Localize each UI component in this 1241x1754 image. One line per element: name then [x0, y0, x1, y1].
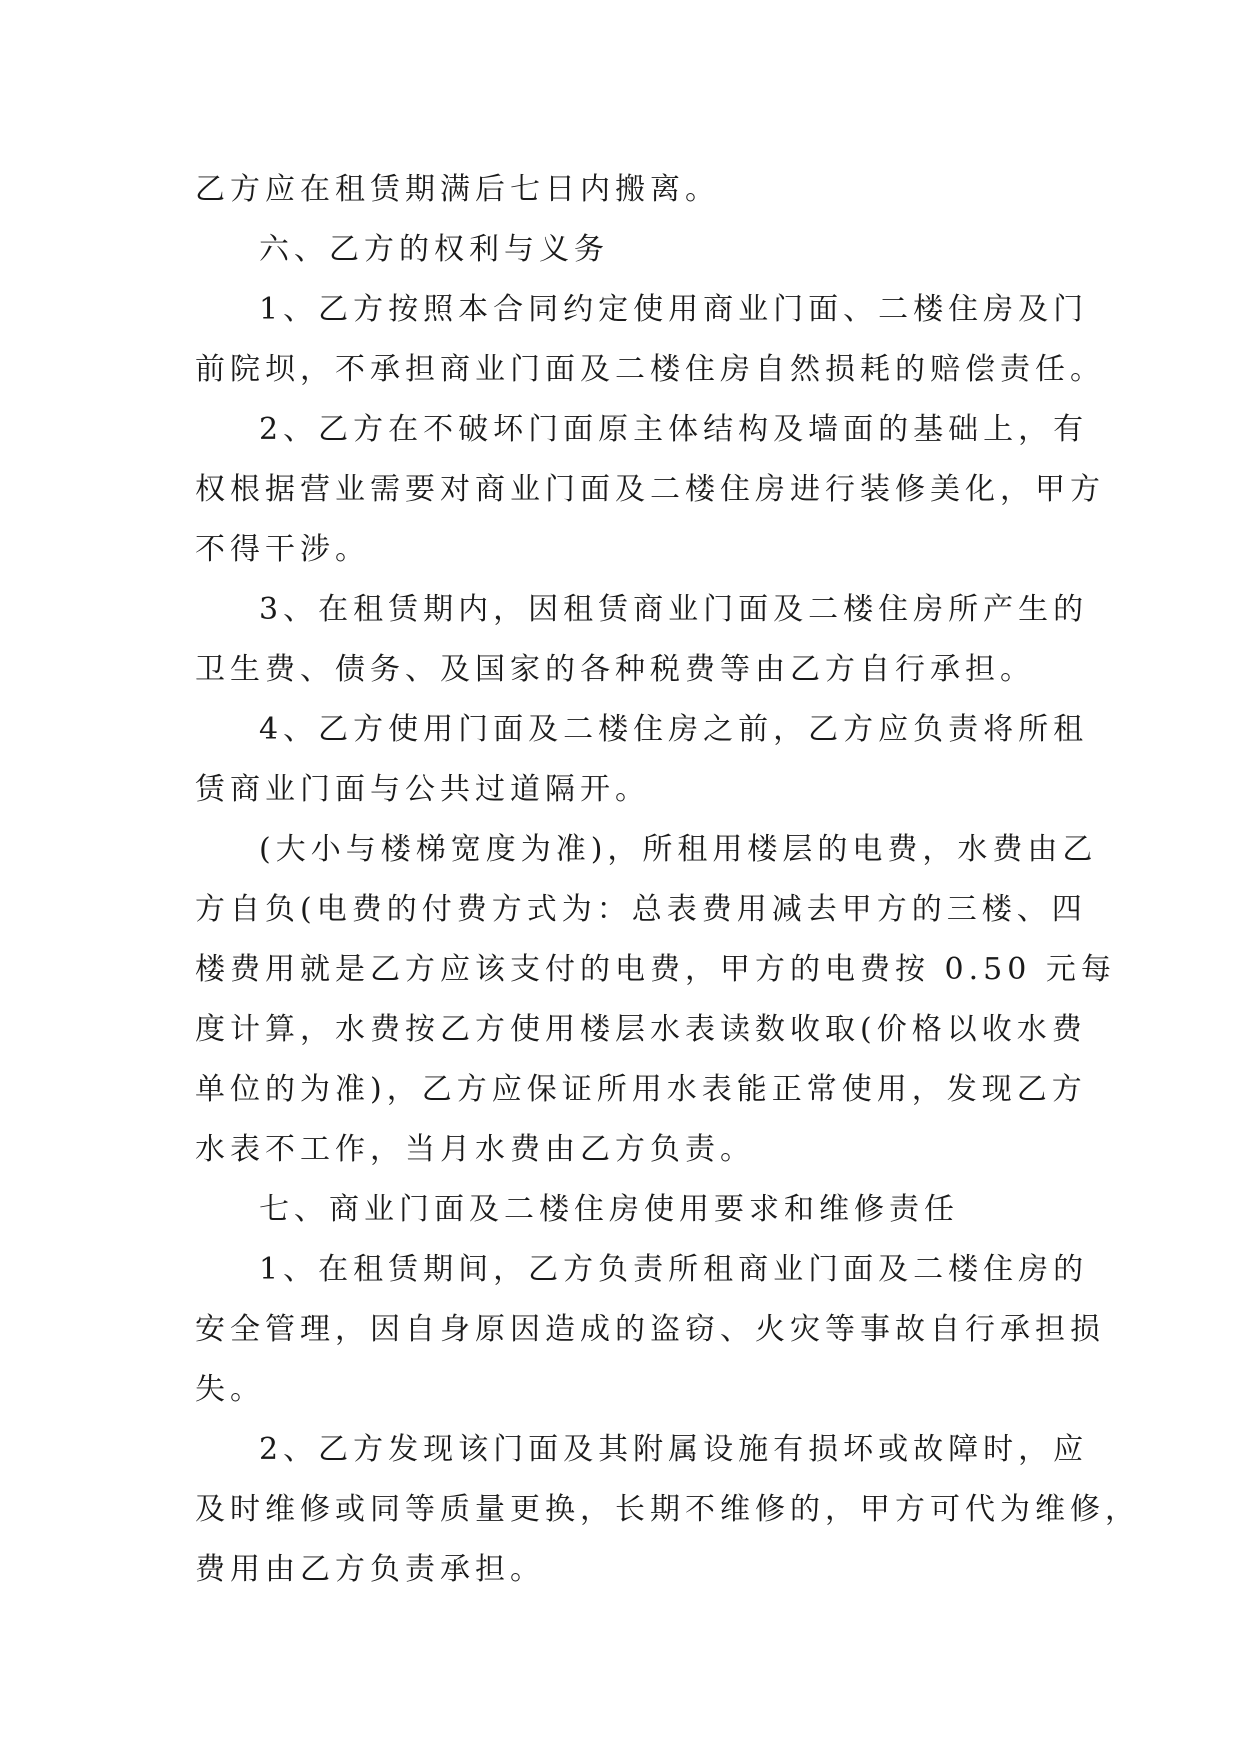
text-line: 单位的为准)，乙方应保证所用水表能正常使用，发现乙方 — [195, 1072, 1087, 1107]
document-body — [195, 160, 1140, 1600]
section-heading-6 — [195, 220, 1060, 280]
text-line: 方自负(电费的付费方式为：总表费用减去甲方的三楼、四 — [195, 892, 1087, 927]
text-line: 赁商业门面与公共过道隔开。 — [195, 772, 650, 807]
text-line: 度计算，水费按乙方使用楼层水表读数收取(价格以收水费 — [195, 1012, 1087, 1047]
paragraph-6-4 — [195, 700, 1089, 820]
section-title: 六、乙方的权利与义务 — [259, 232, 609, 267]
text-line: 2、乙方在不破坏门面原主体结构及墙面的基础上，有 — [259, 412, 1089, 447]
text-line: 1、乙方按照本合同约定使用商业门面、二楼住房及门 — [259, 292, 1089, 327]
section-title: 七、商业门面及二楼住房使用要求和维修责任 — [259, 1192, 959, 1227]
paragraph-utilities — [195, 820, 1116, 1180]
text-line: 安全管理，因自身原因造成的盗窃、火灾等事故自行承担损 — [195, 1312, 1105, 1347]
text-line: 及时维修或同等质量更换，长期不维修的，甲方可代为维修， — [195, 1492, 1140, 1527]
text-line: 水表不工作，当月水费由乙方负责。 — [195, 1132, 755, 1167]
text-line: 乙方应在租赁期满后七日内搬离。 — [195, 172, 720, 207]
paragraph-6-3 — [195, 580, 1089, 700]
text-line: 3、在租赁期内，因租赁商业门面及二楼住房所产生的 — [259, 592, 1089, 627]
text-line: 不得干涉。 — [195, 532, 370, 567]
text-line: 2、乙方发现该门面及其附属设施有损坏或故障时，应 — [259, 1432, 1089, 1467]
text-line: 楼费用就是乙方应该支付的电费，甲方的电费按 0.50 元每 — [195, 952, 1116, 987]
paragraph-6-2 — [195, 400, 1105, 580]
paragraph-7-1 — [195, 1240, 1105, 1420]
text-line: (大小与楼梯宽度为准)，所租用楼层的电费，水费由乙 — [259, 832, 1098, 867]
text-line: 卫生费、债务、及国家的各种税费等由乙方自行承担。 — [195, 652, 1035, 687]
text-line: 1、在租赁期间，乙方负责所租商业门面及二楼住房的 — [259, 1252, 1089, 1287]
section-heading-7 — [195, 1180, 1060, 1240]
text-line: 费用由乙方负责承担。 — [195, 1552, 545, 1587]
paragraph-move-out — [195, 160, 1060, 220]
paragraph-6-1 — [195, 280, 1105, 400]
paragraph-7-2 — [195, 1420, 1140, 1600]
text-line: 4、乙方使用门面及二楼住房之前，乙方应负责将所租 — [259, 712, 1089, 747]
text-line: 前院坝，不承担商业门面及二楼住房自然损耗的赔偿责任。 — [195, 352, 1105, 387]
text-line: 失。 — [195, 1372, 265, 1407]
text-line: 权根据营业需要对商业门面及二楼住房进行装修美化，甲方 — [195, 472, 1105, 507]
